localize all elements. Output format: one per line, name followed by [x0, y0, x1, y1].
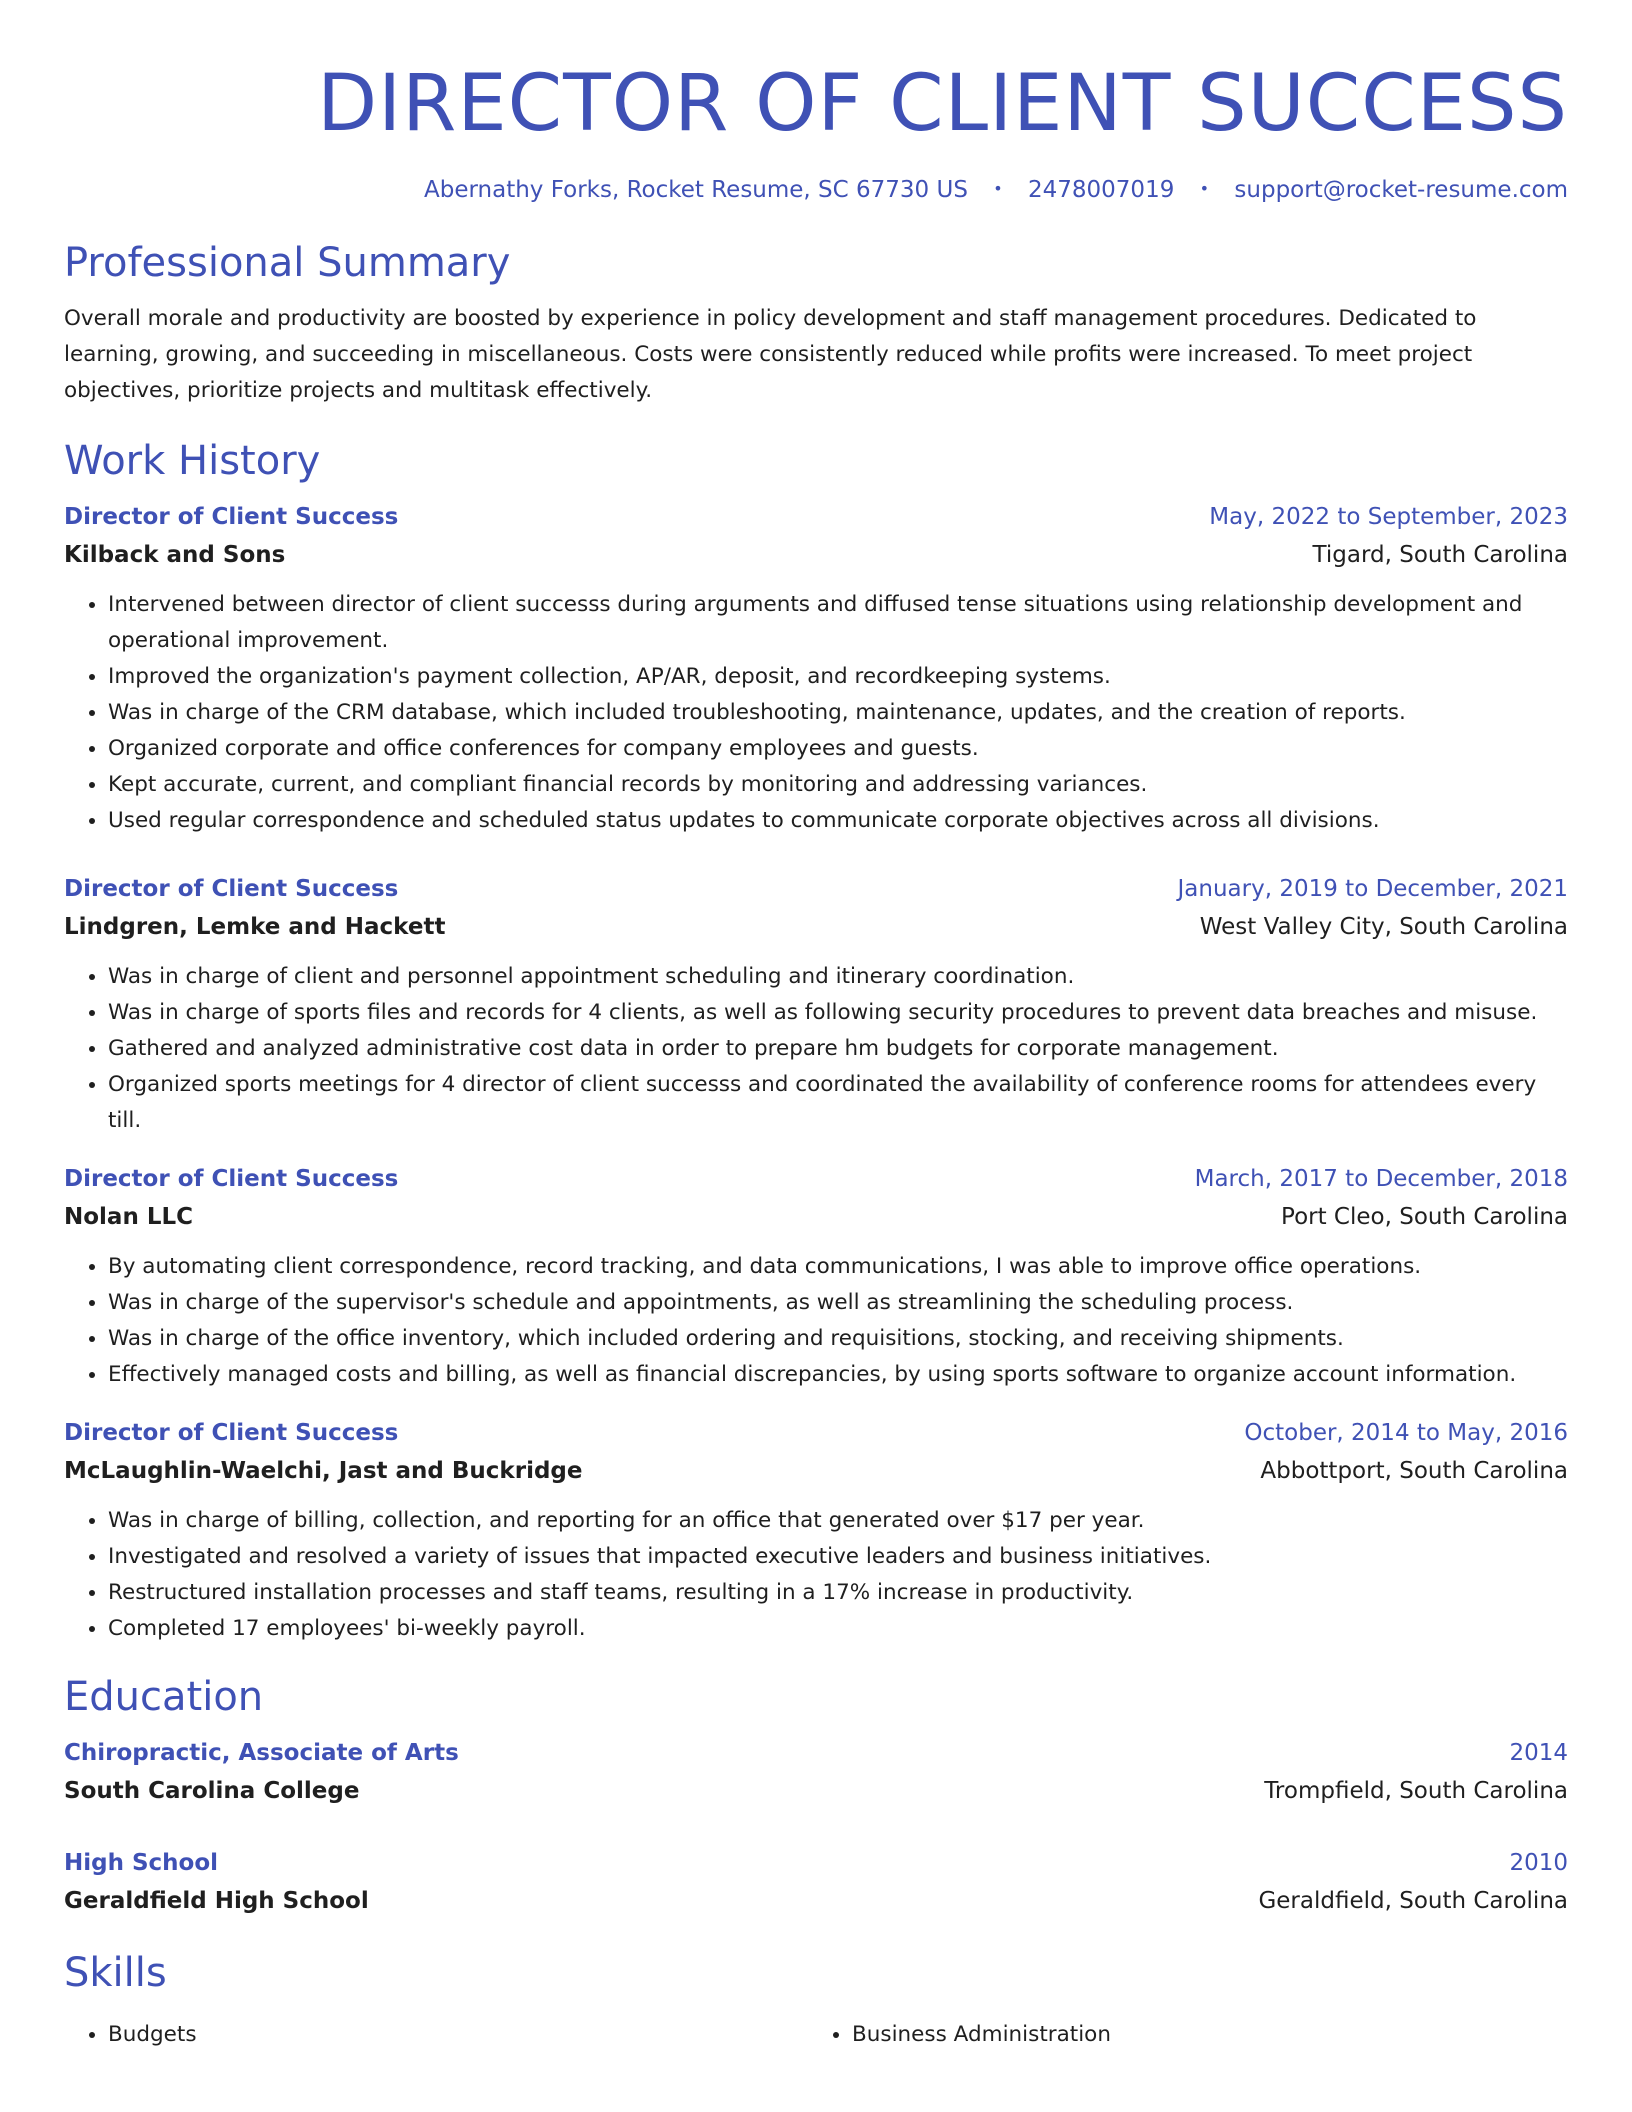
- skills-column-left: [64, 2017, 808, 2053]
- job-bullet: • Gathered and analyzed administrative cost data in order to prepare hm budgets for corporate management.: [108, 1031, 1568, 1067]
- education-section: [64, 1671, 1568, 1921]
- job-bullet: • Organized sports meetings for 4 director of client successs and coordinated the availability of conference rooms for attendees every till.: [108, 1067, 1568, 1139]
- job-bullet: • Kept accurate, current, and compliant financial records by monitoring and addressing variances.: [108, 767, 1568, 803]
- job-company: Lindgren, Lemke and Hackett: [64, 914, 446, 940]
- job-bullet: • By automating client correspondence, record tracking, and data communications, I was able to improve office operations.: [108, 1249, 1568, 1285]
- job-entry: [64, 499, 1568, 839]
- contact-separator: •: [993, 179, 1003, 198]
- education-entry: [64, 1735, 1568, 1811]
- job-bullet: • Organized corporate and office conferences for company employees and guests.: [108, 731, 1568, 767]
- job-bullet: • Completed 17 employees' bi-weekly payroll.: [108, 1611, 1568, 1647]
- education-degree: High School: [64, 1850, 219, 1876]
- job-company: Nolan LLC: [64, 1204, 194, 1230]
- summary-text: Overall morale and productivity are boosted by experience in policy development and staff management procedures. Dedicated to learning, growing, and succeeding in miscellaneous. Costs were consistently reduced while profits were increased. To meet project objectives, prioritize projects and multitask effectively.: [64, 306, 1477, 403]
- contact-email: support@rocket-resume.com: [1234, 177, 1568, 203]
- resume-page: [64, 0, 1568, 2053]
- job-company: Kilback and Sons: [64, 542, 286, 568]
- job-bullet: • Effectively managed costs and billing, as well as financial discrepancies, by using sports software to organize account information.: [108, 1357, 1568, 1393]
- job-location: Port Cleo, South Carolina: [1281, 1204, 1568, 1230]
- job-title: Director of Client Success: [64, 876, 399, 902]
- section-heading-skills: Skills: [64, 1950, 167, 1996]
- work-history-section: [64, 435, 1568, 1647]
- job-dates: October, 2014 to May, 2016: [1244, 1420, 1568, 1446]
- job-bullets: [64, 1503, 1568, 1647]
- job-title: Director of Client Success: [64, 1166, 399, 1192]
- contact-separator: •: [1199, 179, 1210, 198]
- education-school: South Carolina College: [64, 1778, 360, 1804]
- job-bullet: • Restructured installation processes and staff teams, resulting in a 17% increase in productivity.: [108, 1575, 1568, 1611]
- job-title: Director of Client Success: [64, 504, 399, 530]
- contact-phone: 2478007019: [1028, 177, 1175, 203]
- job-bullet: • Investigated and resolved a variety of issues that impacted executive leaders and business initiatives.: [108, 1539, 1568, 1575]
- job-bullet: • Was in charge of client and personnel appointment scheduling and itinerary coordination.: [108, 959, 1568, 995]
- job-bullet: • Was in charge of the office inventory, which included ordering and requisitions, stocking, and receiving shipments.: [108, 1321, 1568, 1357]
- job-bullets: [64, 1249, 1568, 1393]
- education-entry: [64, 1845, 1568, 1921]
- job-dates: January, 2019 to December, 2021: [1177, 876, 1568, 902]
- summary-section: [64, 237, 1568, 409]
- job-bullet: • Used regular correspondence and scheduled status updates to communicate corporate objectives across all divisions.: [108, 803, 1568, 839]
- job-location: Tigard, South Carolina: [1312, 542, 1568, 568]
- education-location: Trompfield, South Carolina: [1264, 1778, 1568, 1804]
- section-heading-education: Education: [64, 1674, 264, 1720]
- job-dates: May, 2022 to September, 2023: [1209, 504, 1568, 530]
- section-heading-summary: Professional Summary: [64, 240, 511, 286]
- job-bullet: • Improved the organization's payment collection, AP/AR, deposit, and recordkeeping systems.: [108, 659, 1568, 695]
- job-bullet: • Was in charge of the CRM database, which included troubleshooting, maintenance, updates, and the creation of reports.: [108, 695, 1568, 731]
- skills-section: [64, 1947, 1568, 2053]
- resume-title: DIRECTOR OF CLIENT SUCCESS: [317, 59, 1568, 149]
- job-bullet: • Was in charge of billing, collection, and reporting for an office that generated over $17 per year.: [108, 1503, 1568, 1539]
- job-location: Abbottport, South Carolina: [1260, 1458, 1568, 1484]
- job-entry: [64, 1161, 1568, 1393]
- education-year: 2010: [1509, 1850, 1568, 1876]
- contact-line: [64, 174, 1568, 205]
- education-year: 2014: [1509, 1740, 1568, 1766]
- job-title: Director of Client Success: [64, 1420, 399, 1446]
- job-bullet: • Intervened between director of client successs during arguments and diffused tense situations using relationship development and operational improvement.: [108, 587, 1568, 659]
- skill-item: • Business Administration: [852, 2017, 1552, 2053]
- job-location: West Valley City, South Carolina: [1199, 914, 1568, 940]
- skills-column-right: [808, 2017, 1552, 2053]
- section-heading-work: Work History: [64, 438, 321, 484]
- education-school: Geraldfield High School: [64, 1888, 369, 1914]
- skill-item: • Budgets: [108, 2017, 808, 2053]
- job-entry: [64, 871, 1568, 1139]
- job-company: McLaughlin-Waelchi, Jast and Buckridge: [64, 1458, 583, 1484]
- job-bullets: [64, 959, 1568, 1139]
- job-entry: [64, 1415, 1568, 1647]
- job-dates: March, 2017 to December, 2018: [1194, 1166, 1568, 1192]
- job-bullets: [64, 587, 1568, 839]
- contact-address: Abernathy Forks, Rocket Resume, SC 67730 US: [423, 177, 968, 203]
- job-bullet: • Was in charge of sports files and records for 4 clients, as well as following security procedures to prevent data breaches and misuse.: [108, 995, 1568, 1031]
- education-degree: Chiropractic, Associate of Arts: [64, 1740, 459, 1766]
- job-bullet: • Was in charge of the supervisor's schedule and appointments, as well as streamlining the scheduling process.: [108, 1285, 1568, 1321]
- education-location: Geraldfield, South Carolina: [1258, 1888, 1568, 1914]
- skills-columns: [64, 2017, 1568, 2053]
